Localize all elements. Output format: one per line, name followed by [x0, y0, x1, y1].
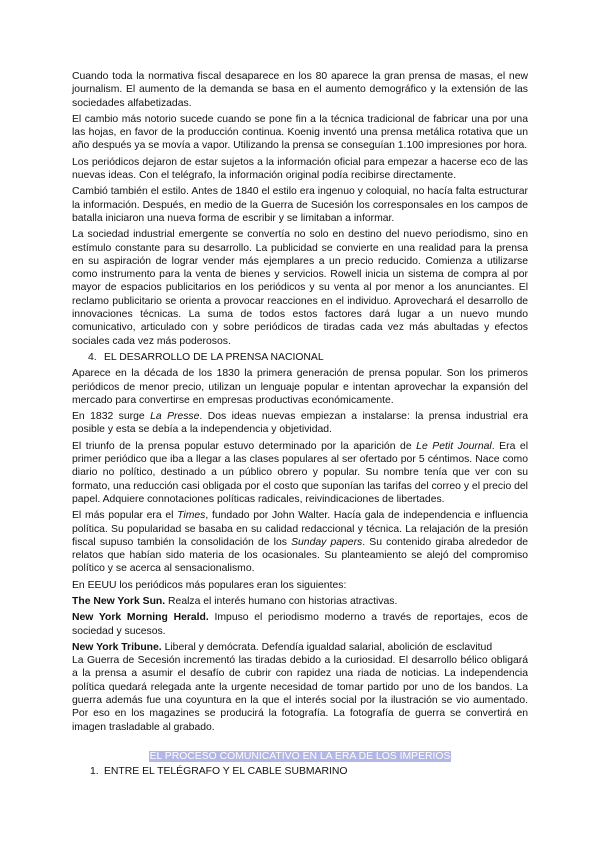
text-run: . Era el primer periódico que iba a llegar a las clases populares al ser ofertado por 5 céntimos. Nace como diario no político, destinado a un público obrero y popular. Su nombre tenía que ver con su formato, una reducción casi obligada por el costo que suponían las tarifas del correo y el precio del papel. Adquiere connotaciones políticas radicales, reivindicaciones de libertades.: [72, 440, 529, 505]
heading-number: 4.: [88, 351, 97, 363]
paper-ny-tribune: [72, 641, 528, 654]
subheading-number: 1.: [90, 766, 99, 778]
italic-title: Le Petit Journal: [416, 440, 492, 452]
subheading-text: ENTRE EL TELÉGRAFO Y EL CABLE SUBMARINO: [104, 766, 348, 778]
paragraph-la-presse: [72, 410, 528, 437]
text-run: , fundado por John Walter. Hacía gala de independencia e influencia política. Su popularidad se basaba en su calidad redaccional y técnica. La relajación de la presión fiscal supuso también la consolidación de los: [72, 510, 528, 548]
text-run: . Dos ideas nuevas empiezan a instalarse: la prensa industrial era posible y esta se debía a la independencia y objetividad.: [72, 411, 528, 436]
heading-prensa-nacional: [88, 351, 528, 364]
paragraph-eeuu: En EEUU los periódicos más populares eran los siguientes:: [72, 579, 347, 591]
subheading-telegrafo: [90, 765, 528, 778]
paper-description: Impuso el periodismo moderno a través de reportajes, ecos de sociedad y sucesos.: [72, 612, 528, 637]
paper-ny-herald: [72, 611, 528, 638]
italic-title: Sunday papers: [291, 536, 363, 548]
paper-name: New York Tribune.: [72, 641, 162, 653]
paragraph-produccion-continua: El cambio más notorio sucede cuando se pone fin a la técnica tradicional de fabricar una por una las hojas, en favor de la producción continua. Koenig inventó una prensa metálica rotativa que un año después ya se movía a vapor. Utilizando la prensa se conseguían 1.100 impresiones por hora.: [72, 113, 528, 152]
paper-name: New York Morning Herald.: [72, 612, 209, 624]
paragraph-informacion-oficial: Los periódicos dejaron de estar sujetos a la información oficial para empezar a hacerse eco de las nuevas ideas. Con el telégrafo, la información original podía recibirse directamente.: [72, 156, 528, 182]
paragraph-times: [72, 509, 528, 575]
document-page: [72, 70, 528, 779]
paragraph-new-journalism: Cuando toda la normativa fiscal desaparece en los 80 aparece la gran prensa de masas, el new journalism. El aumento de la demanda se basa en el aumento demográfico y la extensión de las sociedades alfabetizadas.: [72, 71, 528, 109]
text-run: El más popular era el: [72, 510, 178, 522]
paragraph-estilo: Cambió también el estilo. Antes de 1840 el estilo era ingenuo y coloquial, no hacía falta estructurar la información. Después, en medio de la Guerra de Sucesión los corresponsales en los campos de batalla iniciaron una nueva forma de escribir y se limitaban a informar.: [72, 186, 528, 224]
section-title: [72, 750, 528, 763]
italic-title: La Presse: [150, 411, 200, 423]
paper-name: The New York Sun.: [72, 595, 166, 607]
text-run: En 1832 surge: [72, 411, 151, 423]
text-run: El triunfo de la prensa popular estuvo determinado por la aparición de: [72, 440, 417, 452]
paragraph-guerra-secesion: La Guerra de Secesión incrementó las tiradas debido a la curiosidad. El desarrollo bélico obligará a la prensa a asumir el desafío de cubrir con rapidez una riada de noticias. La independencia política quedará relegada ante la urgente necesidad de tomar partido por uno de los bandos. La guerra además fue una coyuntura en la que el interés social por la ilustración se vio aumentado. Por eso en los magazines se producirá la fotografía. La fotografía de guerra se convertirá en imagen trasladable al grabado.: [72, 655, 528, 733]
paper-description: Realza el interés humano con historias atractivas.: [165, 595, 398, 607]
paragraph-sociedad-industrial: La sociedad industrial emergente se convertía no solo en destino del nuevo periodismo, sino en estímulo constante para su desarrollo. La publicidad se convierte en una realidad para la prensa en su aspiración de lograr vender más ejemplares a un precio reducido. Comienza a utilizarse como instrumento para la venta de bienes y servicios. Rowell inicia un sistema de compra al por mayor de espacios publicitarios en los periódicos y su venta al por menor a los anunciantes. El reclamo publicitario se orienta a provocar reacciones en el individuo. Aprovechará el desarrollo de innovaciones técnicas. La suma de todos estos factores dará lugar a un nuevo mundo comunicativo, articulado con y sobre periódicos de tiradas cada vez más abultadas y efectos sociales cada vez más poderosos.: [72, 229, 528, 347]
italic-title: Times: [177, 510, 206, 522]
text-run: . Su contenido giraba alrededor de relatos que habían sido materia de los ocasionales. Su planteamiento se alejó del compromiso político y se acerca al sensacionalismo.: [72, 536, 528, 575]
paragraph-1830: Aparece en la década de los 1830 la primera generación de prensa popular. Son los primeros periódicos de menor precio, utilizan un lenguaje popular e intentan aprovechar la expansión del mercado para convertirse en empresas productivas económicamente.: [72, 368, 528, 406]
paragraph-le-petit-journal: [72, 440, 528, 506]
paper-description: Liberal y demócrata. Defendía igualdad salarial, abolición de esclavitud: [161, 641, 493, 653]
section-title-text: EL PROCESO COMUNICATIVO EN LA ERA DE LOS IMPERIOS: [149, 750, 451, 762]
paper-ny-sun: [72, 595, 528, 608]
heading-text: EL DESARROLLO DE LA PRENSA NACIONAL: [104, 351, 324, 363]
